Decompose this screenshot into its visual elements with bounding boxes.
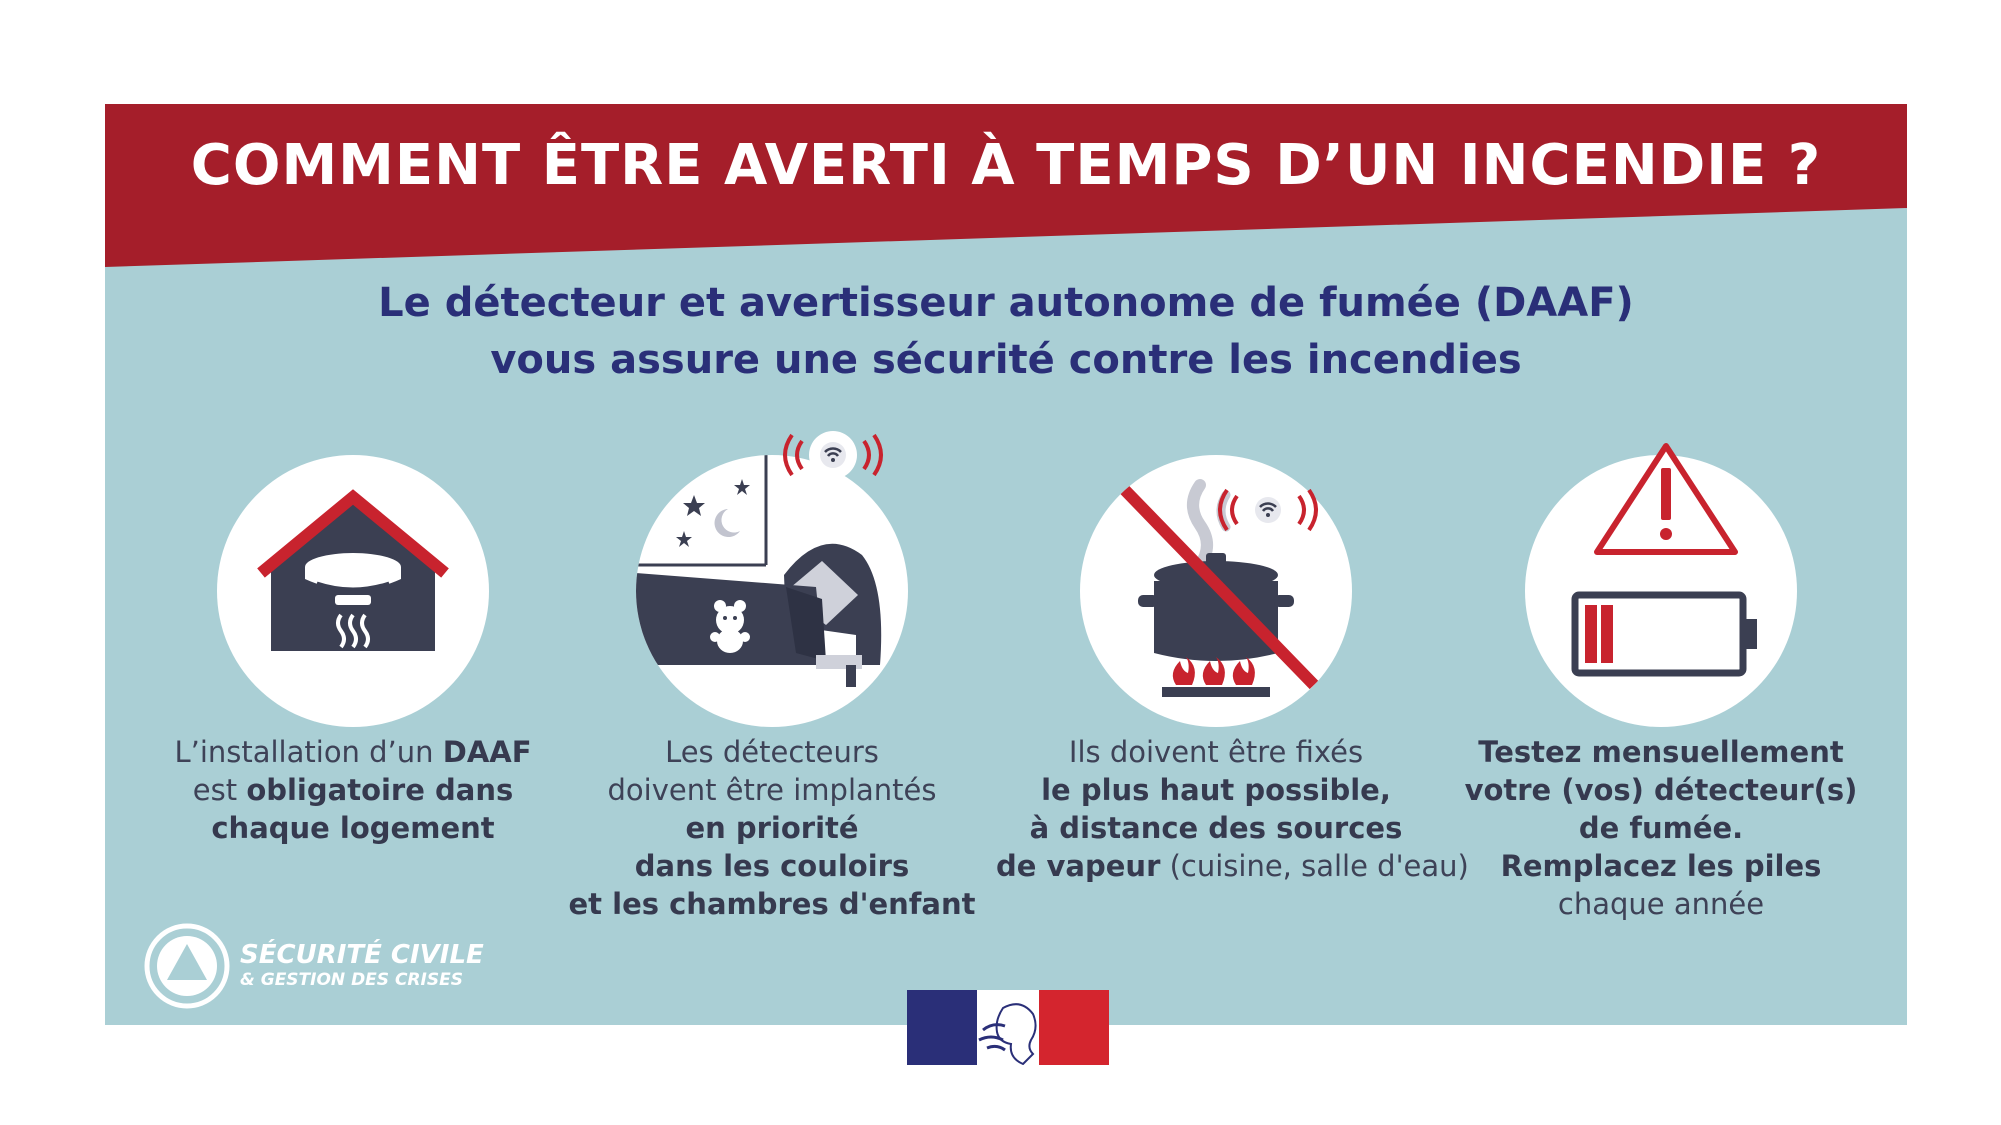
warning-triangle-icon [1591,440,1741,560]
card-2-circle [636,455,908,727]
republique-francaise-logo [907,990,1109,1065]
card-4-line-4: Remplacez les piles [1500,849,1822,883]
card-2-line-3: en priorité [685,811,859,845]
card-4-line-5: chaque année [1557,887,1765,921]
card-3-line-1: Ils doivent être fixés [1068,735,1364,769]
card-3-line-2: le plus haut possible, [1041,773,1391,807]
subtitle-line-2: vous assure une sécurité contre les incendies [490,337,1522,383]
bedroom-detector-icon [636,455,908,727]
card-4-line-3: de fumée. [1578,811,1744,845]
subtitle [105,275,1907,389]
card-2-line-2: doivent être implantés [607,773,937,807]
card-3-line-4: de vapeur (cuisine, salle d'eau) [996,849,1469,883]
logo-line-2: & GESTION DES CRISES [240,970,463,990]
card-2-line-5: et les chambres d'enfant [568,887,976,921]
card-3-line-3: à distance des sources [1029,811,1403,845]
card-1-text [133,733,573,847]
card-4-text [1441,733,1881,923]
card-1-line-1: L’installation d’un DAAF [174,735,532,769]
card-2-text [552,733,992,923]
logo-line-1: SÉCURITÉ CIVILE [240,940,484,970]
kitchen-detector-icon [1213,480,1323,540]
page-title: COMMENT ÊTRE AVERTI À TEMPS D’UN INCENDIE ? [190,133,1822,198]
card-4-line-1: Testez mensuellement [1478,735,1844,769]
card-1-line-3: chaque logement [211,811,495,845]
subtitle-line-1: Le détecteur et avertisseur autonome de fumée (DAAF) [378,280,1634,326]
card-3-text [996,733,1469,885]
card-1-circle [217,455,489,727]
card-4-line-2: votre (vos) détecteur(s) [1464,773,1858,807]
logo-text [240,940,484,990]
card-2-line-4: dans les couloirs [634,849,910,883]
card-1-line-2: est obligatoire dans [192,773,514,807]
ceiling-detector-icon [778,425,888,485]
card-2-line-1: Les détecteurs [665,735,879,769]
house-smoke-detector-icon [217,455,489,727]
